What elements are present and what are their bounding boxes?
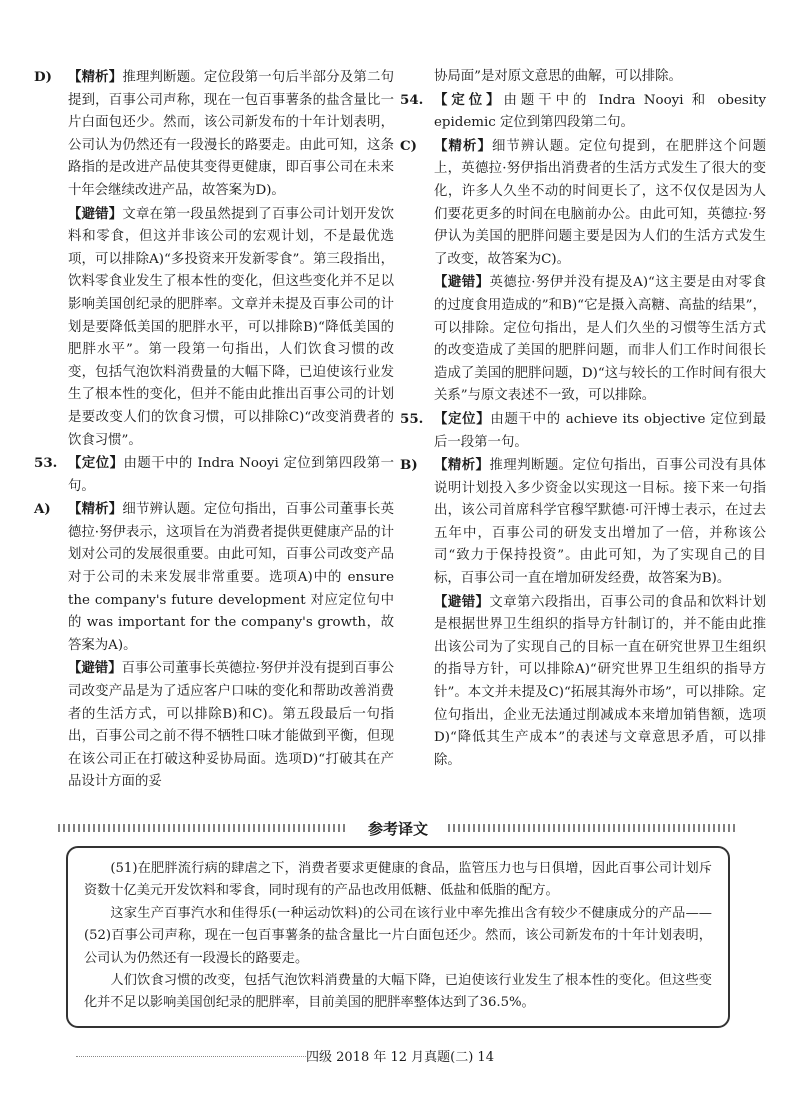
error-avoid-block — [34, 657, 394, 794]
divider-dots-right — [448, 824, 738, 832]
locate-tag: 【定位】 — [68, 455, 124, 472]
analysis-tag: 【精析】 — [434, 457, 490, 474]
analysis-text: 细节辨认题。定位句提到，在肥胖这个问题上，英德拉·努伊指出消费者的生活方式发生了很大的变化，许多人久坐不动的时间更长了，这不仅仅是因为人们要花更多的时间在电脑前办公。由此可知，英德拉·努伊认为美国的肥胖问题主要是因为人们的生活方式发生了改变，故答案为C)。 — [434, 138, 767, 267]
translation-paragraph: 这家生产百事汽水和佳得乐(一种运动饮料)的公司在该行业中率先推出含有较少不健康成分的产品——(52)百事公司声称，现在一包百事薯条的盐含量比一片白面包还少。然而，该公司新发布的十年计划表明，公司认为仍然还有一段漫长的路要走。 — [84, 905, 712, 966]
answer-block-c — [400, 135, 766, 272]
error-avoid-tag: 【避错】 — [68, 660, 122, 677]
locate-text: 由题干中的 Indra Nooyi 定位到第四段第一句。 — [68, 456, 395, 494]
error-avoid-block — [34, 203, 394, 453]
answer-label: B) — [400, 457, 418, 474]
error-avoid-text: 英德拉·努伊并没有提及A)“这主要是由对零食的过度食用造成的”和B)“它是摄入高糖、高盐的结果”，可以排除。定位句指出，是人们久坐的习惯等生活方式的改变造成了美国的肥胖问题，而非人们工作时间很长造成了美国的肥胖问题，D)“这与较长的工作时间有很大关系”与原文表述不一致，可以排除。 — [434, 275, 766, 404]
translation-paragraph: (51)在肥胖流行病的肆虐之下，消费者要求更健康的食品，监管压力也与日俱增，因此百事公司计划斥资数十亿美元开发饮料和零食，同时现有的产品也改用低糖、低盐和低脂的配方。 — [84, 861, 712, 899]
analysis-tag: 【精析】 — [434, 137, 492, 154]
analysis-tag: 【精析】 — [68, 501, 123, 518]
locate-text: 由题干中的 Indra Nooyi 和 obesity epidemic 定位到第四段第二句。 — [434, 92, 767, 131]
analysis-text: 推理判断题。定位句指出，百事公司没有具体说明计划投入多少资金以实现这一目标。接下来一句指出，该公司首席科学官穆罕默德·可汗博士表示，在过去五年中，百事公司的研发支出增加了一倍，并称该公司“致力于保持投资”。由此可知，为了实现自己的目标，百事公司一直在增加研发经费，故答案为B)。 — [434, 458, 767, 587]
translation-box — [66, 846, 730, 1028]
answer-block-d — [34, 66, 394, 203]
locate-tag: 【定位】 — [434, 91, 504, 108]
answer-label: C) — [400, 137, 417, 154]
question-53-locate — [34, 452, 394, 498]
error-avoid-text: 文章在第一段虽然提到了百事公司计划开发饮料和零食，但这并非该公司的宏观计划，不是最优选项，可以排除A)“多投资来开发新零食”。第三段指出，饮料零食业发生了根本性的变化，但这些变化并不足以影响美国创纪录的肥胖率。文章并未提及百事公司的计划是要降低美国的肥胖水平，可以排除B)“降低美国的肥胖水平”。第一段第一句指出，人们饮食习惯的改变，包括气泡饮料消费量的大幅下降，已迫使该行业发生了根本性的变化，但并不能由此推出百事公司的计划是要改变人们的饮食习惯，可以排除C)“改变消费者的饮食习惯”。 — [68, 206, 395, 448]
analysis-tag: 【精析】 — [68, 69, 123, 85]
question-number: 55. — [400, 410, 424, 427]
analysis-text: 推理判断题。定位段第一句后半部分及第二句提到，百事公司声称，现在一包百事薯条的盐含量比一片白面包还少。然而，该公司新发布的十年计划表明，公司认为仍然还有一段漫长的路要走。由此可知，这条路指的是改进产品使其变得更健康，即百事公司在未来十年会继续改进产品，故答案为D)。 — [68, 70, 395, 198]
error-avoid-tag: 【避错】 — [434, 593, 490, 610]
error-avoid-tag: 【避错】 — [68, 205, 123, 222]
left-column — [34, 66, 394, 794]
answer-block-a — [34, 498, 394, 657]
section-title: 参考译文 — [362, 818, 434, 839]
error-avoid-block — [400, 591, 766, 773]
locate-text: 由题干中的 achieve its objective 定位到最后一段第一句。 — [434, 411, 766, 450]
answer-label: A) — [34, 501, 51, 518]
continued-text — [400, 66, 766, 89]
divider-dots-left — [58, 824, 348, 832]
continued-text-body: 协局面”是对原文意思的曲解，可以排除。 — [434, 69, 682, 84]
answer-block-b — [400, 454, 766, 591]
locate-tag: 【定位】 — [434, 410, 491, 427]
error-avoid-text: 文章第六段指出，百事公司的食品和饮料计划是根据世界卫生组织的指导方针制订的，并不能由此推出该公司为了实现自己的目标一直在研究世界卫生组织的指导方针，可以排除A)“研究世界卫生组织的指导方针”。本文并未提及C)“拓展其海外市场”，可以排除。定位句指出，企业无法通过削减成本来增加销售额，选项D)“降低其生产成本”的表述与文章意思矛盾，可以排除。 — [434, 594, 767, 768]
answer-label: D) — [34, 69, 52, 85]
analysis-text: 细节辨认题。定位句指出，百事公司董事长英德拉·努伊表示，这项旨在为消费者提供更健康产品的计划对公司的发展很重要。由此可知，百事公司改变产品对于公司的未来发展非常重要。选项A)中的 ensure the company's future development 对应定位句中的 was important for the company's growth，故答案为A)。 — [68, 502, 395, 653]
error-avoid-block — [400, 271, 766, 408]
question-number: 53. — [34, 455, 58, 472]
page-footer: 四级 2018 年 12 月真题(二) 14 — [306, 1050, 494, 1065]
right-column — [400, 66, 766, 772]
question-54-locate — [400, 89, 766, 135]
error-avoid-tag: 【避错】 — [434, 274, 490, 291]
question-55-locate — [400, 408, 766, 454]
translation-paragraph: 人们饮食习惯的改变，包括气泡饮料消费量的大幅下降，已迫使该行业发生了根本性的变化。但这些变化并不足以影响美国创纪录的肥胖率，目前美国的肥胖率整体达到了36.5%。 — [84, 973, 712, 1011]
error-avoid-text: 百事公司董事长英德拉·努伊并没有提到百事公司改变产品是为了适应客户口味的变化和帮助改善消费者的生活方式，可以排除B)和C)。第五段最后一句指出，百事公司之前不得不牺牲口味才能做到平衡，但现在该公司正在打破这种妥协局面。选项D)“打破其在产品设计方面的妥 — [68, 661, 394, 790]
question-number: 54. — [400, 91, 424, 108]
section-divider — [58, 818, 738, 838]
